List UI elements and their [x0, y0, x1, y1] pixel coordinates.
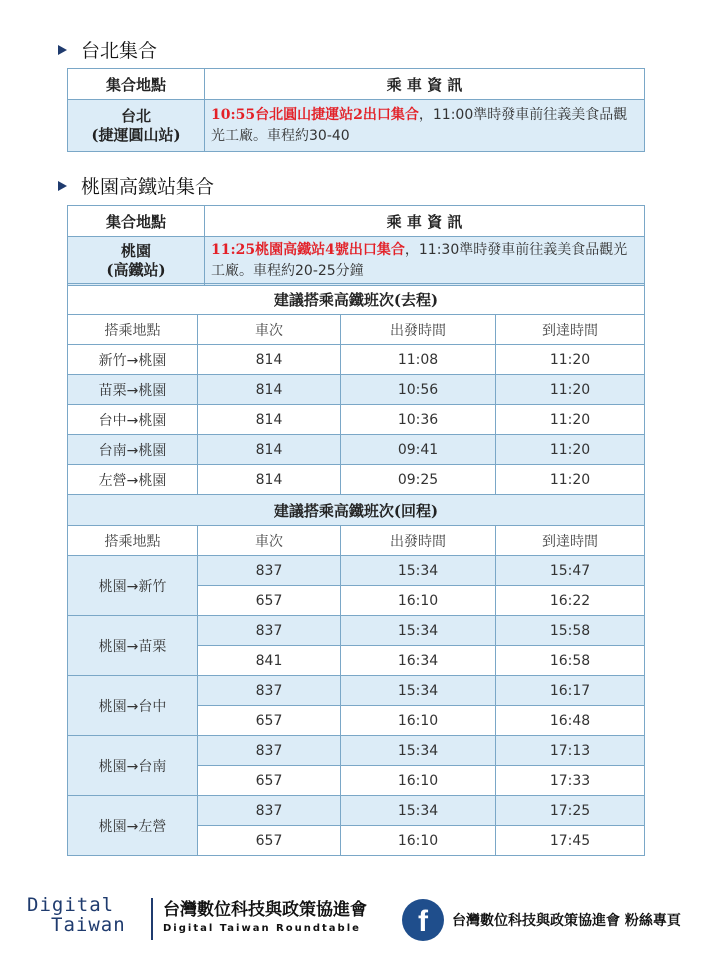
train-cell: 657 [198, 706, 341, 736]
route-cell: 苗栗→桃園 [68, 375, 198, 405]
arrive-cell: 15:47 [496, 556, 645, 586]
train-cell: 814 [198, 375, 341, 405]
route-cell: 桃園→台中 [68, 676, 198, 736]
section-title-taoyuan [58, 172, 214, 199]
boarding-info-text: ，11:00準時發車前往義美食品觀光工廠。車程約30-40 [211, 106, 628, 144]
arrive-cell: 16:17 [496, 676, 645, 706]
outbound-row [68, 405, 645, 435]
depart-cell: 16:10 [341, 706, 496, 736]
return-row [68, 616, 645, 646]
train-cell: 814 [198, 405, 341, 435]
route-cell: 桃園→左營 [68, 796, 198, 856]
depart-cell: 16:10 [341, 766, 496, 796]
triangle-bullet-icon [58, 45, 67, 55]
facebook-icon[interactable]: f [402, 899, 444, 941]
logo-divider [151, 898, 153, 940]
col-header-location: 集合地點 [68, 206, 205, 237]
arrive-cell: 17:25 [496, 796, 645, 826]
triangle-bullet-icon [58, 181, 67, 191]
return-title: 建議搭乘高鐵班次(回程) [68, 495, 645, 526]
col-header-depart: 出發時間 [341, 315, 496, 345]
route-cell: 左營→桃園 [68, 465, 198, 495]
taoyuan-info-table [67, 205, 645, 286]
arrive-cell: 11:20 [496, 375, 645, 405]
col-header-depart: 出發時間 [341, 526, 496, 556]
depart-cell: 15:34 [341, 616, 496, 646]
return-row [68, 676, 645, 706]
train-cell: 657 [198, 586, 341, 616]
route-cell: 桃園→新竹 [68, 556, 198, 616]
arrive-cell: 17:33 [496, 766, 645, 796]
train-cell: 657 [198, 766, 341, 796]
arrive-cell: 17:45 [496, 826, 645, 856]
arrive-cell: 11:20 [496, 405, 645, 435]
train-cell: 837 [198, 676, 341, 706]
boarding-info [205, 237, 645, 286]
outbound-row [68, 375, 645, 405]
depart-cell: 15:34 [341, 796, 496, 826]
depart-cell: 09:41 [341, 435, 496, 465]
depart-cell: 16:10 [341, 586, 496, 616]
train-cell: 841 [198, 646, 341, 676]
arrive-cell: 15:58 [496, 616, 645, 646]
train-cell: 837 [198, 796, 341, 826]
arrive-cell: 16:22 [496, 586, 645, 616]
meeting-location: 桃園 (高鐵站) [68, 237, 205, 286]
train-cell: 814 [198, 465, 341, 495]
digital-taiwan-logo: Digital Taiwan [27, 894, 126, 936]
depart-cell: 10:36 [341, 405, 496, 435]
route-cell: 台南→桃園 [68, 435, 198, 465]
arrive-cell: 11:20 [496, 435, 645, 465]
col-header-location: 集合地點 [68, 69, 205, 100]
col-header-arrive: 到達時間 [496, 315, 645, 345]
arrive-cell: 11:20 [496, 465, 645, 495]
depart-cell: 11:08 [341, 345, 496, 375]
depart-cell: 10:56 [341, 375, 496, 405]
route-cell: 桃園→苗栗 [68, 616, 198, 676]
outbound-row [68, 345, 645, 375]
outbound-title: 建議搭乘高鐵班次(去程) [68, 284, 645, 315]
depart-cell: 15:34 [341, 556, 496, 586]
col-header-train: 車次 [198, 315, 341, 345]
section-title-text: 台北集合 [81, 40, 158, 62]
col-header-train: 車次 [198, 526, 341, 556]
col-header-arrive: 到達時間 [496, 526, 645, 556]
depart-cell: 15:34 [341, 736, 496, 766]
route-cell: 新竹→桃園 [68, 345, 198, 375]
meeting-time-highlight: 10:55台北圓山捷運站2出口集合 [211, 106, 419, 123]
route-cell: 桃園→台南 [68, 736, 198, 796]
col-header-route: 搭乘地點 [68, 315, 198, 345]
depart-cell: 16:34 [341, 646, 496, 676]
section-title-taipei [58, 36, 157, 63]
arrive-cell: 17:13 [496, 736, 645, 766]
train-cell: 814 [198, 345, 341, 375]
outbound-row [68, 465, 645, 495]
arrive-cell: 16:58 [496, 646, 645, 676]
meeting-time-highlight: 11:25桃園高鐵站4號出口集合 [211, 242, 405, 258]
train-cell: 814 [198, 435, 341, 465]
col-header-info: 乘 車 資 訊 [205, 206, 645, 237]
boarding-info [205, 100, 645, 152]
depart-cell: 16:10 [341, 826, 496, 856]
col-header-info: 乘 車 資 訊 [205, 69, 645, 100]
depart-cell: 09:25 [341, 465, 496, 495]
taipei-info-table [67, 68, 645, 152]
arrive-cell: 16:48 [496, 706, 645, 736]
outbound-row [68, 435, 645, 465]
org-name: 台灣數位科技與政策協進會 Digital Taiwan Roundtable [163, 900, 367, 934]
return-row [68, 796, 645, 826]
boarding-info-text: ，11:30準時發車前往義美食品觀光工廠。車程約20-25分鐘 [211, 242, 628, 279]
facebook-fanpage-link[interactable]: 台灣數位科技與政策協進會 粉絲專頁 [452, 913, 681, 929]
train-cell: 837 [198, 736, 341, 766]
return-row [68, 736, 645, 766]
meeting-location: 台北 (捷運圓山站) [68, 100, 205, 152]
train-cell: 657 [198, 826, 341, 856]
train-cell: 837 [198, 616, 341, 646]
section-title-text: 桃園高鐵站集合 [81, 176, 215, 198]
train-cell: 837 [198, 556, 341, 586]
arrive-cell: 11:20 [496, 345, 645, 375]
depart-cell: 15:34 [341, 676, 496, 706]
hsr-schedule-table [67, 283, 645, 856]
col-header-route: 搭乘地點 [68, 526, 198, 556]
return-row [68, 556, 645, 586]
footer [0, 890, 720, 960]
route-cell: 台中→桃園 [68, 405, 198, 435]
